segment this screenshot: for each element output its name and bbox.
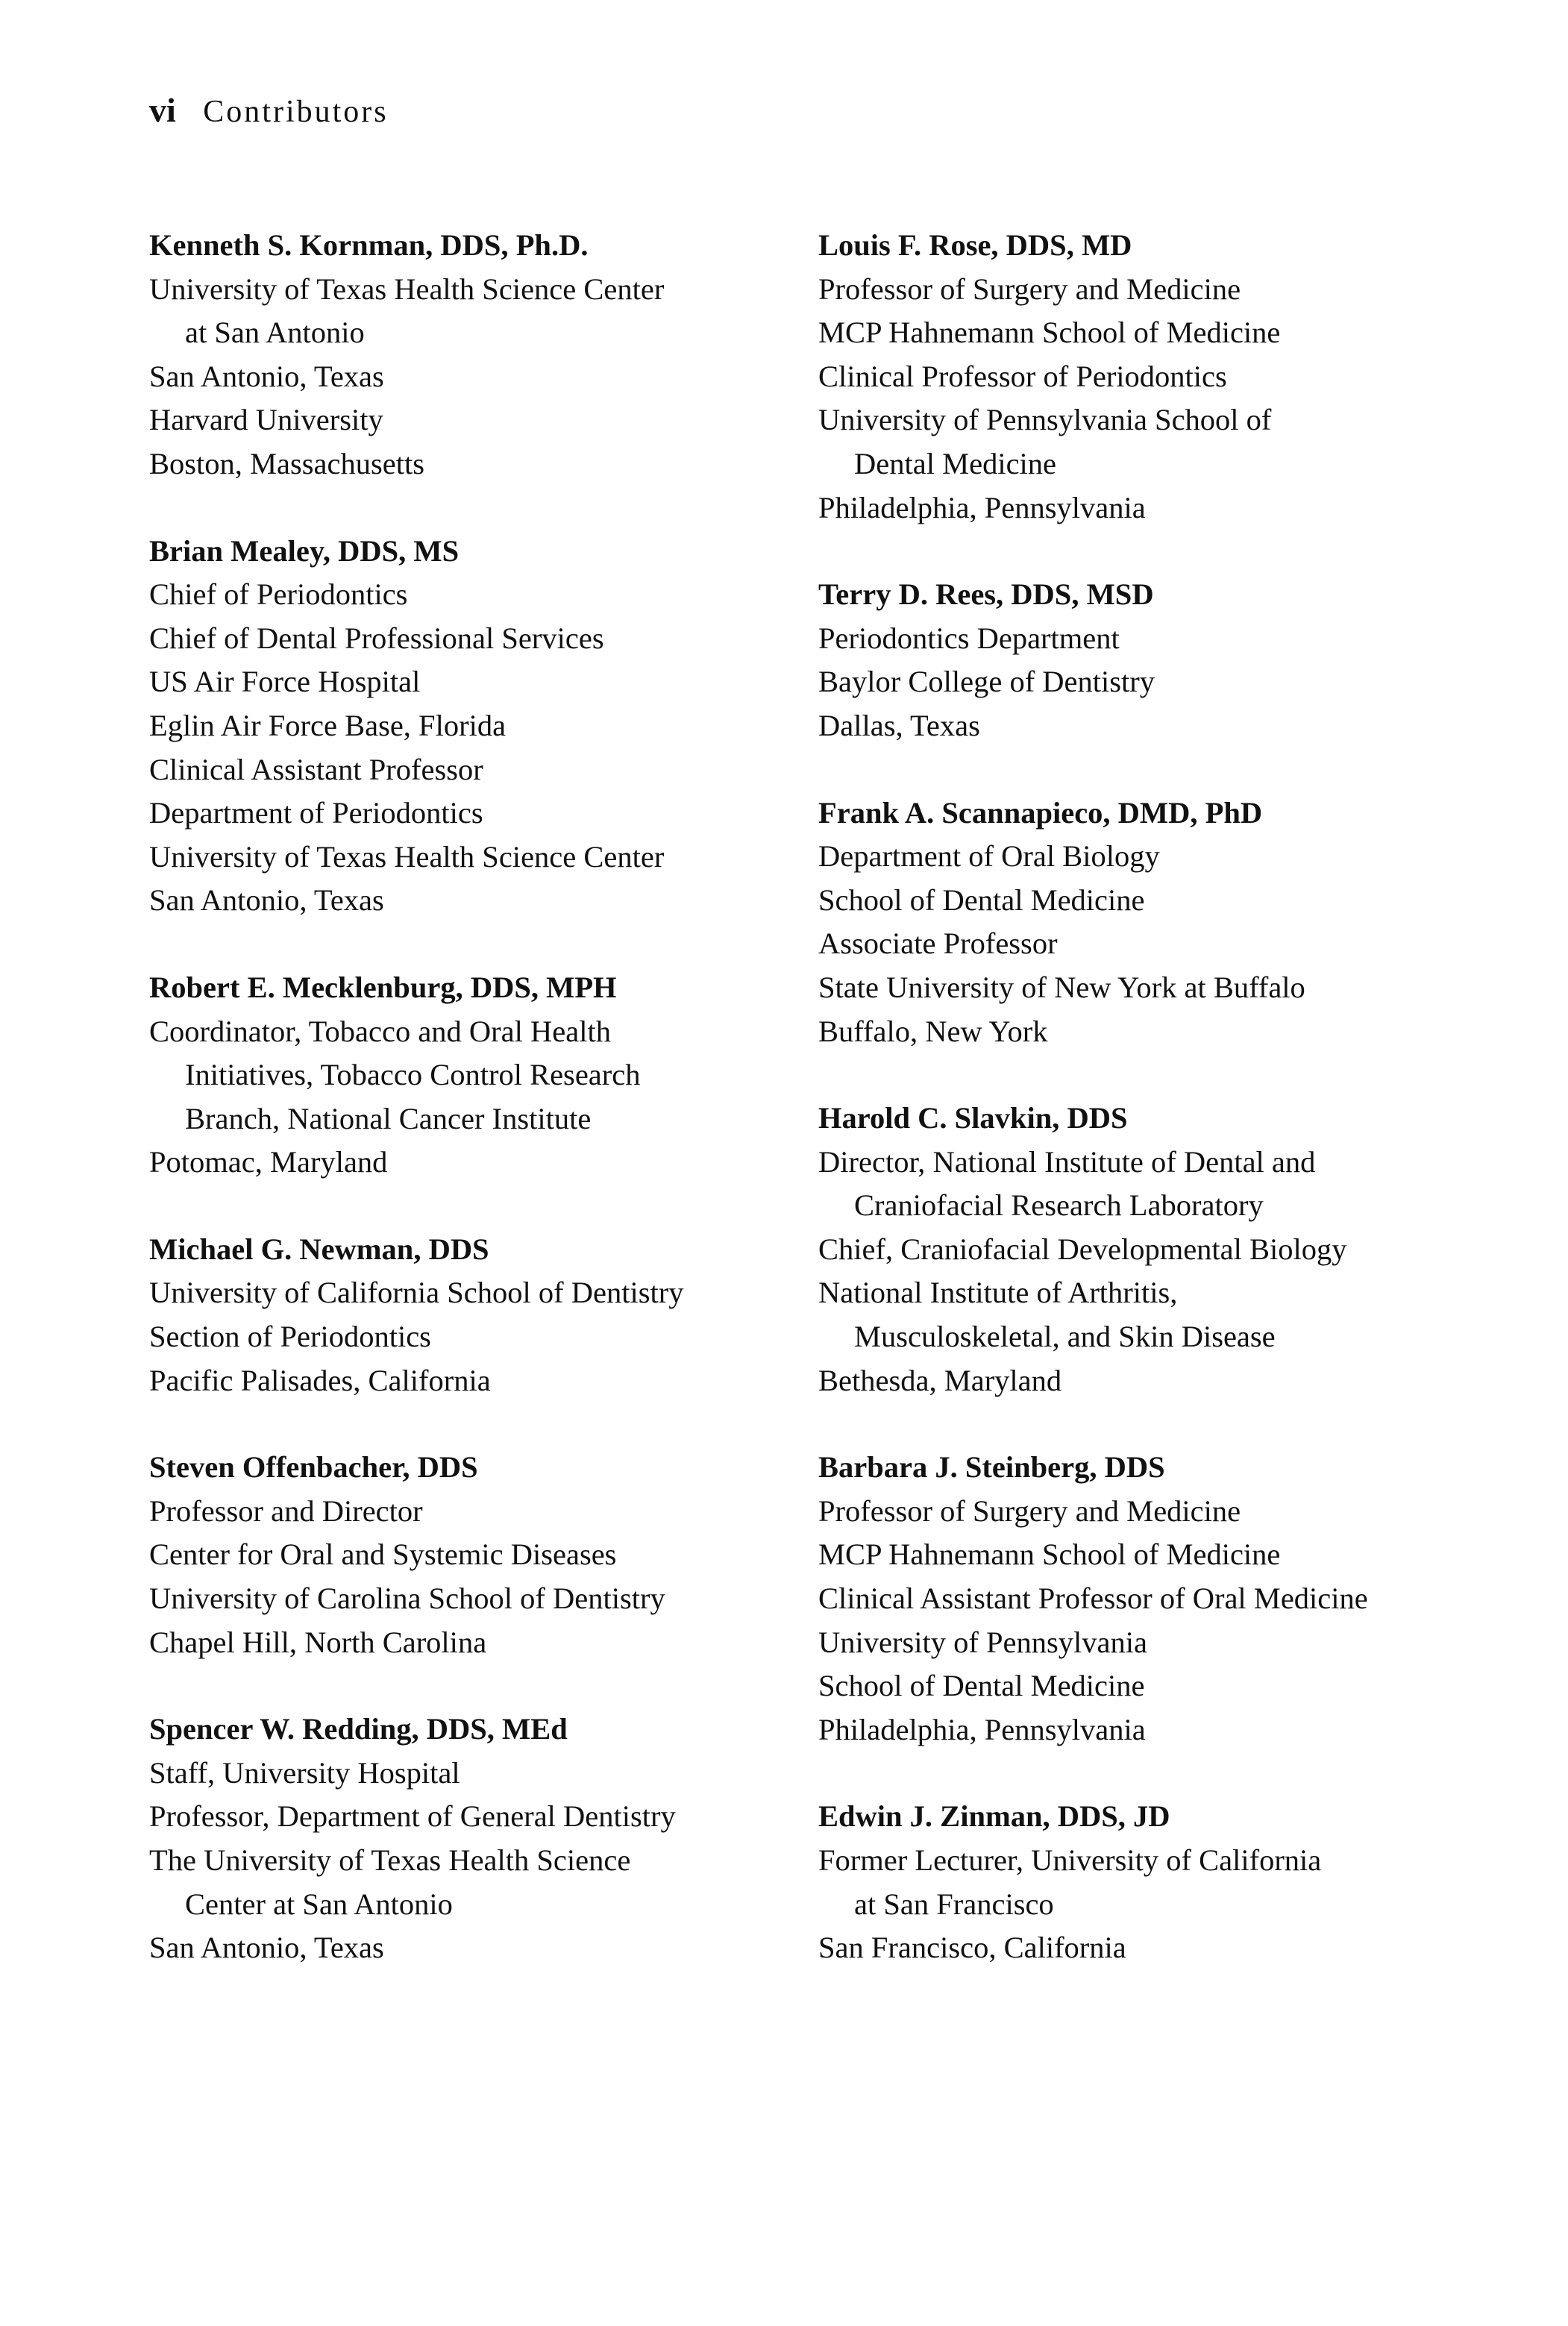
affiliation-line: Clinical Assistant Professor of Oral Medicine (818, 1582, 1368, 1616)
contributor-entry (818, 1097, 1475, 1402)
contributor-name: Terry D. Rees, DDS, MSD (818, 577, 1154, 612)
affiliation-line: School of Dental Medicine (818, 1669, 1145, 1703)
affiliation-line: at San Antonio (185, 316, 365, 350)
affiliation-line: MCP Hahnemann School of Medicine (818, 1537, 1281, 1572)
affiliation-line: Dallas, Texas (818, 708, 980, 742)
affiliation-line: Craniofacial Research Laboratory (854, 1188, 1264, 1223)
contributor-entry (149, 530, 806, 923)
contributor-entry (818, 1795, 1475, 1969)
contributor-entry (149, 224, 806, 486)
affiliation-line: San Antonio, Texas (149, 1931, 384, 1965)
affiliation-line: Department of Periodontics (149, 796, 483, 830)
affiliation-line: Dental Medicine (854, 446, 1057, 480)
affiliation-line: Baylor College of Dentistry (818, 665, 1155, 699)
affiliation-line: Chief, Craniofacial Developmental Biology (818, 1232, 1347, 1266)
affiliation-line: Department of Oral Biology (818, 839, 1160, 874)
affiliation-line: Professor of Surgery and Medicine (818, 1493, 1241, 1528)
affiliation-line: Philadelphia, Pennsylvania (818, 490, 1146, 524)
contributor-entry (149, 1228, 806, 1402)
contributor-name: Spencer W. Redding, DDS, MEd (149, 1712, 568, 1746)
contributor-name: Michael G. Newman, DDS (149, 1232, 489, 1266)
contributors-right-column (818, 224, 1475, 2013)
affiliation-line: Staff, University Hospital (149, 1755, 460, 1790)
contributor-entry (149, 966, 806, 1185)
affiliation-line: Harvard University (149, 403, 383, 437)
affiliation-line: Chief of Periodontics (149, 577, 408, 612)
contributor-entry (818, 224, 1475, 530)
contributor-name: Barbara J. Steinberg, DDS (818, 1450, 1165, 1485)
contributor-name: Steven Offenbacher, DDS (149, 1450, 478, 1485)
affiliation-line: San Francisco, California (818, 1931, 1126, 1965)
affiliation-line: University of Texas Health Science Center (149, 839, 665, 874)
affiliation-line: Eglin Air Force Base, Florida (149, 708, 507, 742)
contributor-name: Kenneth S. Kornman, DDS, Ph.D. (149, 228, 589, 262)
affiliation-line: The University of Texas Health Science (149, 1843, 631, 1877)
affiliation-line: Branch, National Cancer Institute (185, 1101, 592, 1135)
affiliation-line: Professor, Department of General Dentistry (149, 1799, 676, 1834)
affiliation-line: Initiatives, Tobacco Control Research (185, 1058, 641, 1092)
contributor-entry (818, 791, 1475, 1054)
affiliation-line: Center at San Antonio (185, 1887, 453, 1921)
affiliation-line: Clinical Assistant Professor (149, 752, 483, 786)
contributor-name: Edwin J. Zinman, DDS, JD (818, 1799, 1170, 1834)
affiliation-line: San Antonio, Texas (149, 359, 384, 393)
contributor-name: Robert E. Mecklenburg, DDS, MPH (149, 970, 617, 1004)
affiliation-line: Philadelphia, Pennsylvania (818, 1712, 1146, 1746)
affiliation-line: Boston, Massachusetts (149, 446, 424, 480)
affiliation-line: University of Carolina School of Dentistry (149, 1582, 665, 1616)
running-head (149, 88, 389, 134)
affiliation-line: Potomac, Maryland (149, 1145, 388, 1179)
affiliation-line: at San Francisco (854, 1887, 1054, 1921)
affiliation-line: San Antonio, Texas (149, 883, 384, 918)
affiliation-line: School of Dental Medicine (818, 883, 1145, 917)
contributor-name: Brian Mealey, DDS, MS (149, 533, 460, 568)
contributor-name: Frank A. Scannapieco, DMD, PhD (818, 795, 1263, 830)
affiliation-line: Center for Oral and Systemic Diseases (149, 1537, 617, 1572)
affiliation-line: MCP Hahnemann School of Medicine (818, 316, 1281, 350)
affiliation-line: Musculoskeletal, and Skin Disease (854, 1320, 1276, 1354)
affiliation-line: Chief of Dental Professional Services (149, 621, 604, 655)
affiliation-line: University of California School of Dentistry (149, 1276, 684, 1310)
affiliation-line: Pacific Palisades, California (149, 1363, 491, 1397)
affiliation-line: Section of Periodontics (149, 1320, 431, 1354)
page-number: vi (149, 91, 176, 129)
contributors-left-column (149, 224, 806, 2013)
affiliation-line: US Air Force Hospital (149, 665, 421, 699)
affiliation-line: University of Texas Health Science Center (149, 272, 665, 306)
contributor-entry (149, 1446, 806, 1664)
affiliation-line: Professor of Surgery and Medicine (818, 272, 1241, 306)
affiliation-line: Bethesda, Maryland (818, 1363, 1062, 1397)
affiliation-line: Director, National Institute of Dental and (818, 1144, 1316, 1179)
affiliation-line: Buffalo, New York (818, 1014, 1048, 1048)
affiliation-line: Periodontics Department (818, 621, 1120, 655)
affiliation-line: University of Pennsylvania (818, 1625, 1147, 1659)
contributor-entry (149, 1708, 806, 1970)
affiliation-line: Clinical Professor of Periodontics (818, 359, 1227, 393)
affiliation-line: Former Lecturer, University of California (818, 1843, 1322, 1877)
page-title: Contributors (203, 95, 389, 129)
affiliation-line: Professor and Director (149, 1493, 423, 1528)
affiliation-line: University of Pennsylvania School of (818, 403, 1272, 437)
contributor-name: Louis F. Rose, DDS, MD (818, 228, 1132, 262)
contributor-entry (818, 1446, 1475, 1752)
affiliation-line: Associate Professor (818, 927, 1058, 961)
contributor-name: Harold C. Slavkin, DDS (818, 1101, 1128, 1135)
affiliation-line: Chapel Hill, North Carolina (149, 1625, 487, 1659)
contributor-entry (818, 573, 1475, 747)
affiliation-line: State University of New York at Buffalo (818, 970, 1305, 1004)
affiliation-line: Coordinator, Tobacco and Oral Health (149, 1014, 611, 1048)
affiliation-line: National Institute of Arthritis, (818, 1276, 1178, 1310)
